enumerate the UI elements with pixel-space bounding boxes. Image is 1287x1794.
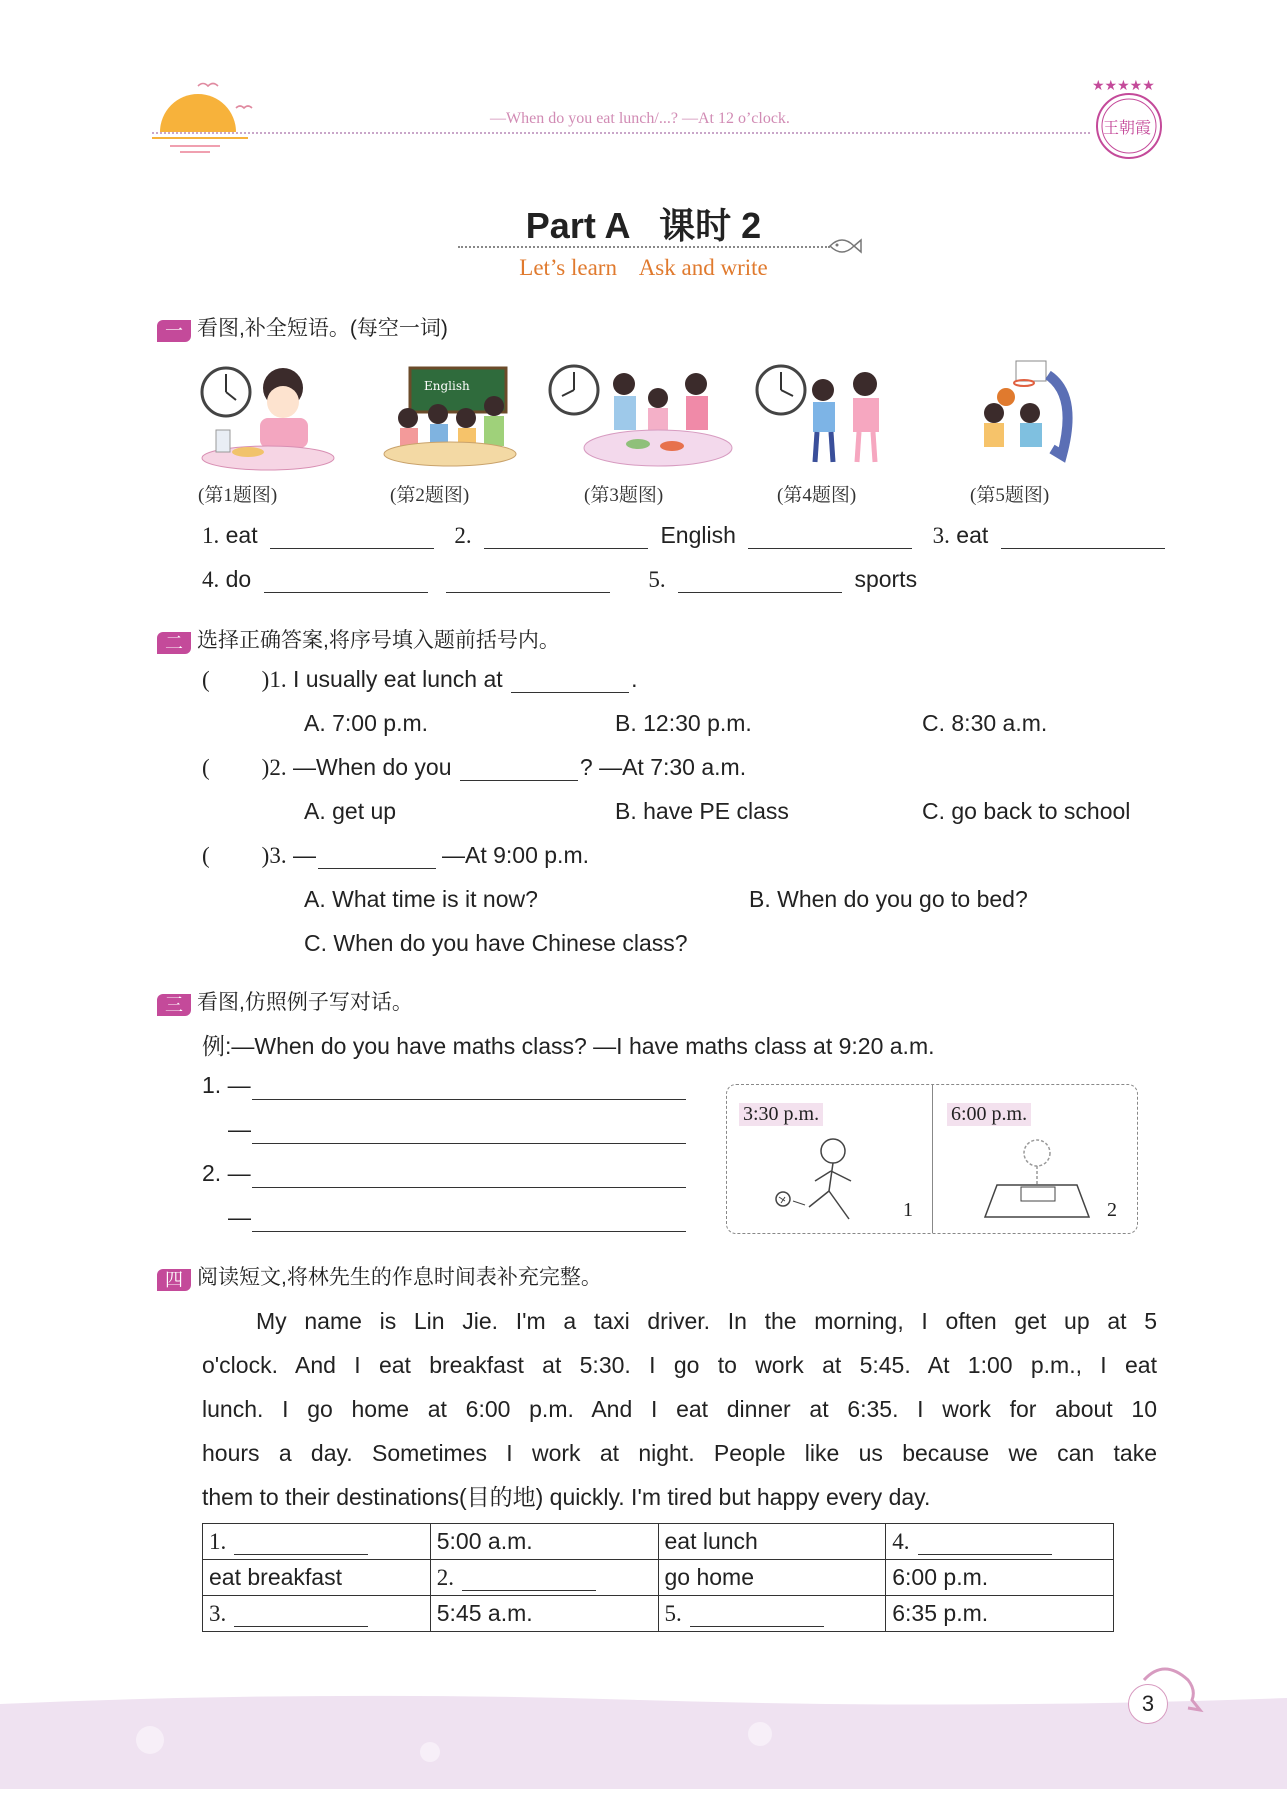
s2-q3-option-b[interactable]: B. When do you go to bed? xyxy=(749,886,1028,912)
schedule-cell-2-1: eat breakfast xyxy=(203,1560,431,1596)
s1-q5-blank[interactable] xyxy=(678,591,842,593)
s3-line-4-label: — xyxy=(228,1204,251,1230)
s2-q1-bracket[interactable]: ( xyxy=(202,667,210,692)
header-sun xyxy=(150,80,260,160)
s3-panel-1-num: 1 xyxy=(903,1199,913,1221)
schedule-cell-2-4: 6:00 p.m. xyxy=(886,1560,1114,1596)
section3-header xyxy=(157,986,413,1016)
s2-q2-stem-a: —When do you xyxy=(292,754,452,780)
s3-panel-1-football-figure xyxy=(771,1137,891,1232)
s3-panel-2-num: 2 xyxy=(1107,1199,1117,1221)
schedule-cell-2-3: go home xyxy=(658,1560,886,1596)
section2-badge: 二 xyxy=(157,632,191,654)
schedule-row-3 xyxy=(203,1596,1114,1632)
s2-q2-bracket[interactable]: ( xyxy=(202,755,210,780)
s2-q2-stem-b: ? —At 7:30 a.m. xyxy=(579,754,747,780)
s1-line-1 xyxy=(202,522,1171,549)
s2-q2-blank[interactable] xyxy=(460,779,578,781)
s1-q5-word: sports xyxy=(854,566,918,592)
s1-line-2 xyxy=(202,566,917,593)
illustration-1-clock-breakfast xyxy=(198,360,338,477)
schedule-row-1 xyxy=(203,1524,1114,1560)
s4-passage-line-3: lunch. I go home at 6:00 p.m. And I eat dinner at 6:35. I work for about 10 xyxy=(202,1396,1157,1422)
s2-q1-option-c[interactable]: C. 8:30 a.m. xyxy=(922,710,1048,736)
illustration-5-basketball xyxy=(962,355,1092,478)
s3-panel-2-desk-figure xyxy=(977,1137,1097,1232)
section4-header xyxy=(157,1261,602,1291)
caption-3: (第3题图) xyxy=(584,485,664,506)
s3-line-3-label: 2. — xyxy=(202,1160,251,1186)
schedule-cell-3-2: 5:45 a.m. xyxy=(430,1596,658,1632)
schedule-cell-3-3[interactable]: 5. xyxy=(658,1596,886,1632)
s2-q1-stem-a: I usually eat lunch at xyxy=(292,666,503,692)
s2-q3-blank[interactable] xyxy=(318,867,436,869)
section1-instruction: 看图,补全短语。(每空一词) xyxy=(197,317,448,340)
illustration-2-english-class xyxy=(380,362,520,477)
s2-q3-option-a[interactable]: A. What time is it now? xyxy=(304,886,538,912)
caption-1: (第1题图) xyxy=(198,485,278,506)
section3-instruction: 看图,仿照例子写对话。 xyxy=(197,991,413,1014)
s4-passage-line-1: My name is Lin Jie. I'm a taxi driver. In the morning, I often get up at 5 xyxy=(256,1308,1157,1334)
schedule-cell-2-2[interactable]: 2. xyxy=(430,1560,658,1596)
section1-badge: 一 xyxy=(157,320,191,342)
s2-q2-option-c[interactable]: C. go back to school xyxy=(922,798,1131,824)
s1-q4-blank-1[interactable] xyxy=(264,591,428,593)
page-title: Part A 课时 2 xyxy=(525,205,762,246)
caption-2: (第2题图) xyxy=(390,485,470,506)
title-dotted-line xyxy=(458,246,830,248)
s1-q5-num: 5. xyxy=(648,567,666,592)
s4-passage-line-2: o'clock. And I eat breakfast at 5:30. I go to work at 5:45. At 1:00 p.m., I eat xyxy=(202,1352,1157,1378)
s2-q3-stem-a: — xyxy=(292,842,316,868)
s3-line-1-label: 1. — xyxy=(202,1072,251,1098)
s1-q2-blank-2[interactable] xyxy=(748,547,912,549)
section4-instruction: 阅读短文,将林先生的作息时间表补充完整。 xyxy=(197,1266,602,1289)
s2-q3-num: )3. xyxy=(261,843,287,868)
s2-q1-blank[interactable] xyxy=(511,691,629,693)
s3-line-1-input[interactable] xyxy=(252,1099,686,1100)
s2-q3-stem-b: —At 9:00 p.m. xyxy=(441,842,589,868)
s2-q3-option-c[interactable]: C. When do you have Chinese class? xyxy=(304,930,688,956)
footer-band xyxy=(0,1690,1287,1789)
section1-header xyxy=(157,312,448,342)
s2-question-1 xyxy=(202,666,637,693)
s3-line-3-input[interactable] xyxy=(252,1187,686,1188)
illustration-4-homework xyxy=(755,362,915,477)
s1-q3-word: eat xyxy=(956,522,989,548)
s4-passage xyxy=(202,1299,1157,1519)
header-dotted-line xyxy=(152,132,1090,134)
s3-panel-1-time: 3:30 p.m. xyxy=(739,1103,823,1126)
page-subtitle: Let’s learn Ask and write xyxy=(519,255,768,280)
s3-line-2-label: — xyxy=(228,1116,251,1142)
s1-q2-num: 2. xyxy=(454,523,472,548)
s1-q3-num: 3. xyxy=(932,523,950,548)
schedule-cell-1-2: 5:00 a.m. xyxy=(430,1524,658,1560)
s1-q1-blank[interactable] xyxy=(270,547,434,549)
page-number: 3 xyxy=(1128,1684,1168,1724)
s2-q2-option-b[interactable]: B. have PE class xyxy=(615,798,789,824)
s3-example: 例:—When do you have maths class? —I have maths class at 9:20 a.m. xyxy=(202,1033,935,1059)
schedule-row-2 xyxy=(203,1560,1114,1596)
schedule-cell-1-3: eat lunch xyxy=(658,1524,886,1560)
s1-q1-num: 1. xyxy=(202,523,220,548)
caption-4: (第4题图) xyxy=(777,485,857,506)
s1-q3-blank[interactable] xyxy=(1001,547,1165,549)
section4-badge: 四 xyxy=(157,1269,191,1291)
s4-passage-line-4: hours a day. Sometimes I work at night. People like us because we can take xyxy=(202,1440,1157,1466)
running-title: —When do you eat lunch/...? —At 12 o’clock. xyxy=(490,110,790,127)
section2-header xyxy=(157,624,560,654)
s2-q1-num: )1. xyxy=(261,667,287,692)
s3-picture-box xyxy=(726,1084,1138,1234)
schedule-cell-3-4: 6:35 p.m. xyxy=(886,1596,1114,1632)
s3-line-2-input[interactable] xyxy=(252,1143,686,1144)
svg-text:★★★★★: ★★★★★ xyxy=(1092,78,1155,94)
section3-badge: 三 xyxy=(157,994,191,1016)
s2-q2-option-a[interactable]: A. get up xyxy=(304,798,397,824)
svg-text:English: English xyxy=(424,379,470,393)
s1-q2-blank-1[interactable] xyxy=(484,547,648,549)
s4-passage-line-5: them to their destinations(目的地) quickly. I'm tired but happy every day. xyxy=(202,1484,931,1510)
s2-question-2 xyxy=(202,754,746,781)
s3-panel-2-time: 6:00 p.m. xyxy=(947,1103,1031,1126)
s2-q2-num: )2. xyxy=(261,755,287,780)
schedule-cell-3-1[interactable]: 3. xyxy=(203,1596,431,1632)
s1-q2-word: English xyxy=(660,522,736,548)
illustration-3-family-dinner xyxy=(546,362,736,477)
schedule-cell-1-4[interactable]: 4. xyxy=(886,1524,1114,1560)
s2-q3-bracket[interactable]: ( xyxy=(202,843,210,868)
s1-q4-blank-2[interactable] xyxy=(446,591,610,593)
logo-text: 王朝霞 xyxy=(1103,120,1152,137)
schedule-cell-1-1[interactable]: 1. xyxy=(203,1524,431,1560)
caption-5: (第5题图) xyxy=(970,485,1050,506)
s1-q1-word: eat xyxy=(225,522,258,548)
section2-instruction: 选择正确答案,将序号填入题前括号内。 xyxy=(197,629,560,652)
s3-panel-divider xyxy=(932,1085,933,1233)
s3-line-4-input[interactable] xyxy=(252,1231,686,1232)
s1-q4-num: 4. xyxy=(202,567,220,592)
schedule-table xyxy=(202,1523,1114,1632)
s2-q1-option-b[interactable]: B. 12:30 p.m. xyxy=(615,710,752,736)
s2-question-3 xyxy=(202,842,589,869)
s1-q4-word: do xyxy=(225,566,252,592)
s2-q1-stem-b: . xyxy=(631,666,638,692)
s2-q1-option-a[interactable]: A. 7:00 p.m. xyxy=(304,710,429,736)
